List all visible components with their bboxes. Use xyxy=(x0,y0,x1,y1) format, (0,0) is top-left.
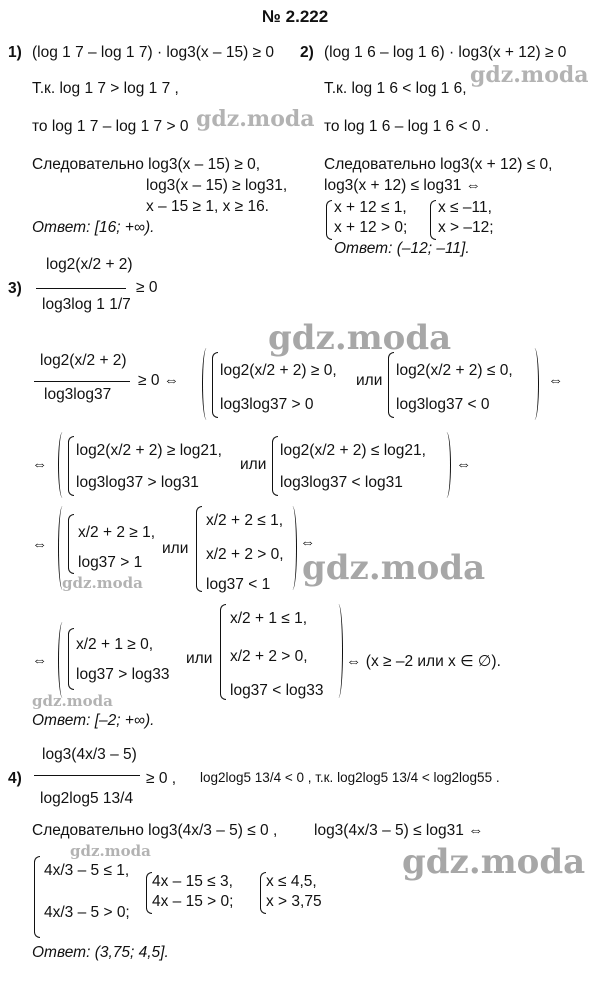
p3-row4-or: или xyxy=(186,650,213,667)
p3-row1-tail: ⇔ xyxy=(548,372,564,389)
system-brace xyxy=(68,514,74,574)
p2-line1: Т.к. log 1 6 < log 1 6, xyxy=(324,80,467,97)
p3-row2-lead: ⇔ xyxy=(32,456,48,473)
fraction-line xyxy=(34,775,140,776)
p1-statement: (log 1 7 – log 1 7) · log3(x – 15) ≥ 0 xyxy=(32,44,274,61)
p3-row4-s2a: x/2 + 1 ≤ 1, xyxy=(230,610,308,627)
p4-rel: ≥ 0 , xyxy=(146,770,177,787)
p2-sys1b: x + 12 > 0; xyxy=(334,219,408,236)
p3-row3-or: или xyxy=(162,540,189,557)
p3-row4-s2c: log37 < log33 xyxy=(230,682,324,699)
problem-number: № 2.222 xyxy=(262,7,329,26)
p3-answer: Ответ: [–2; +∞). xyxy=(32,712,155,729)
watermark: gdz.moda xyxy=(402,842,586,882)
p1-line5: x – 15 ≥ 1, x ≥ 16. xyxy=(146,198,269,215)
p3-row3-s2c: log37 < 1 xyxy=(206,576,271,593)
p2-statement: (log 1 6 – log 1 6) · log3(x + 12) ≥ 0 xyxy=(324,44,567,61)
watermark: gdz.moda xyxy=(32,692,113,710)
p3-row1-s1b: log3log37 > 0 xyxy=(220,396,314,413)
p4-s1b: 4x/3 – 5 > 0; xyxy=(44,904,130,921)
watermark: gdz.moda xyxy=(62,574,143,592)
p3-number: 3) xyxy=(8,280,22,297)
collection-bracket xyxy=(334,604,343,698)
fraction-line xyxy=(34,381,130,382)
collection-bracket xyxy=(58,622,67,698)
p4-frac-den: log2log5 13/4 xyxy=(40,790,134,807)
p4-number: 4) xyxy=(8,770,22,787)
p1-line4: log3(x – 15) ≥ log31, xyxy=(146,177,288,194)
system-brace xyxy=(388,352,394,418)
p3-row4-s1b: log37 > log33 xyxy=(76,666,170,683)
p1-line2: то log 1 7 – log 1 7 > 0 xyxy=(32,118,189,135)
p3-row1-rel: ≥ 0 ⇔ xyxy=(138,372,180,389)
p3-row4-tail: ⇔ (x ≥ –2 или x ∈ ∅). xyxy=(346,653,501,670)
collection-bracket xyxy=(58,432,67,498)
collection-bracket xyxy=(530,348,539,420)
p3-row3-tail: ⇔ xyxy=(300,534,316,551)
p3-row2-s1b: log3log37 > log31 xyxy=(76,474,199,491)
p3-row4-s1a: x/2 + 1 ≥ 0, xyxy=(76,636,154,653)
p1-line3: Следовательно log3(x – 15) ≥ 0, xyxy=(32,156,261,173)
p1-line1: Т.к. log 1 7 > log 1 7 , xyxy=(32,80,179,97)
watermark: gdz.moda xyxy=(268,318,452,358)
system-brace xyxy=(212,352,218,418)
p1-number: 1) xyxy=(8,44,22,61)
p3-row1-den: log3log37 xyxy=(44,386,112,403)
p3-row3-lead: ⇔ xyxy=(32,536,48,553)
system-brace xyxy=(220,604,226,700)
p3-frac-den: log3log 1 1/7 xyxy=(42,296,131,313)
p4-s3b: x > 3,75 xyxy=(266,893,322,910)
p4-line2a: Следовательно log3(4x/3 – 5) ≤ 0 , xyxy=(32,822,278,839)
p4-line2b: log3(4x/3 – 5) ≤ log31 ⇔ xyxy=(314,822,484,839)
system-brace xyxy=(430,200,436,240)
p4-s1a: 4x/3 – 5 ≤ 1, xyxy=(44,862,130,879)
p4-frac-num: log3(4x/3 – 5) xyxy=(42,746,137,763)
system-brace xyxy=(68,628,74,690)
system-brace xyxy=(196,506,202,592)
p3-row2-tail: ⇔ xyxy=(456,456,472,473)
p2-answer: Ответ: (–12; –11]. xyxy=(334,240,470,257)
p4-s3a: x ≤ 4,5, xyxy=(266,873,317,890)
watermark: gdz.moda xyxy=(196,106,315,132)
p3-row2-s2a: log2(x/2 + 2) ≤ log21, xyxy=(280,442,426,459)
p3-row3-s2a: x/2 + 2 ≤ 1, xyxy=(206,512,284,529)
p3-row1-num: log2(x/2 + 2) xyxy=(40,352,127,369)
p3-row2-or: или xyxy=(240,456,267,473)
p3-row1-s1a: log2(x/2 + 2) ≥ 0, xyxy=(220,362,337,379)
p3-row1-s2a: log2(x/2 + 2) ≤ 0, xyxy=(396,362,513,379)
p4-answer: Ответ: (3,75; 4,5]. xyxy=(32,944,169,961)
p3-row2-s1a: log2(x/2 + 2) ≥ log21, xyxy=(76,442,222,459)
p2-sys1a: x + 12 ≤ 1, xyxy=(334,199,407,216)
system-brace xyxy=(34,856,40,938)
watermark: gdz.moda xyxy=(470,62,589,88)
p2-sys2a: x ≤ –11, xyxy=(438,199,492,216)
p2-number: 2) xyxy=(300,44,314,61)
p2-line3: Следовательно log3(x + 12) ≤ 0, xyxy=(324,156,553,173)
watermark: gdz.moda xyxy=(70,842,151,860)
p4-s2a: 4x – 15 ≤ 3, xyxy=(152,873,233,890)
p3-frac-num: log2(x/2 + 2) xyxy=(46,256,133,273)
p3-row1-or: или xyxy=(356,372,383,389)
collection-bracket xyxy=(202,348,211,420)
collection-bracket xyxy=(58,506,67,590)
p3-row1-s2b: log3log37 < 0 xyxy=(396,396,490,413)
p4-s2b: 4x – 15 > 0; xyxy=(152,893,234,910)
p3-row4-lead: ⇔ xyxy=(32,652,48,669)
p2-sys2b: x > –12; xyxy=(438,219,494,236)
p4-mid: log2log5 13/4 < 0 , т.к. log2log5 13/4 < log2log55 . xyxy=(200,770,500,785)
p2-line2: то log 1 6 – log 1 6 < 0 . xyxy=(324,118,490,135)
p2-line4: log3(x + 12) ≤ log31 ⇔ xyxy=(324,177,482,194)
fraction-line xyxy=(36,288,126,289)
watermark: gdz.moda xyxy=(302,548,486,588)
collection-bracket xyxy=(442,432,451,498)
p3-row3-s2b: x/2 + 2 > 0, xyxy=(206,546,284,563)
system-brace xyxy=(272,436,278,496)
system-brace xyxy=(68,436,74,496)
p3-row4-s2b: x/2 + 2 > 0, xyxy=(230,648,308,665)
p3-row3-s1a: x/2 + 2 ≥ 1, xyxy=(78,524,156,541)
collection-bracket xyxy=(288,506,297,590)
p3-rel: ≥ 0 xyxy=(136,279,158,296)
p3-row3-s1b: log37 > 1 xyxy=(78,554,143,571)
system-brace xyxy=(326,200,332,240)
p1-answer: Ответ: [16; +∞). xyxy=(32,219,155,236)
p3-row2-s2b: log3log37 < log31 xyxy=(280,474,403,491)
